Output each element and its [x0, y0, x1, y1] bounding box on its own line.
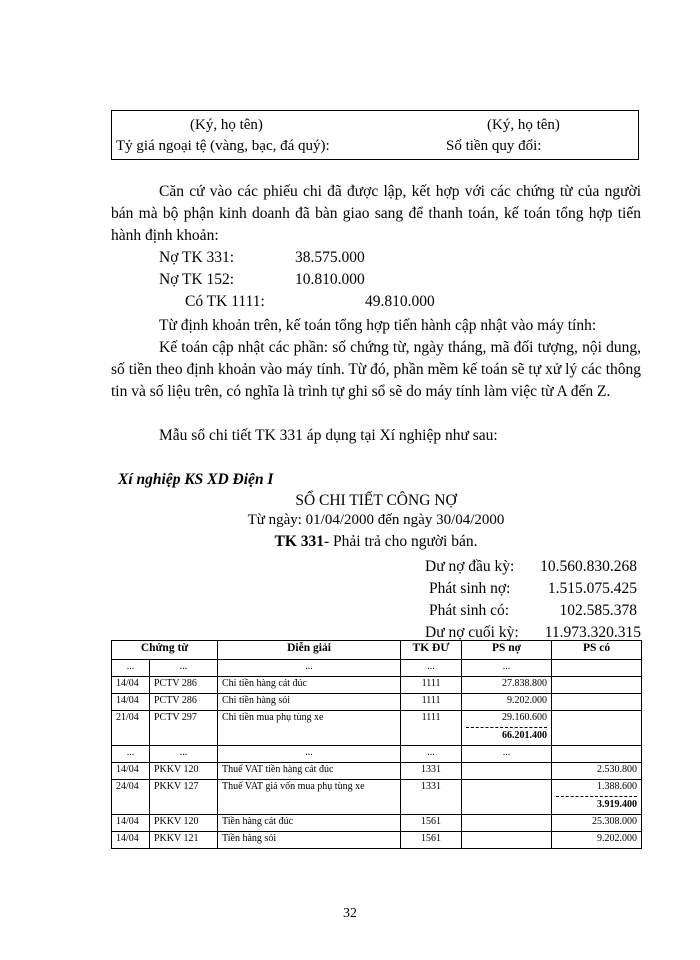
cell-credit: 2.530.800	[552, 763, 642, 780]
table-header-row	[112, 641, 642, 660]
sign-left-label: (Ký, họ tên)	[190, 117, 263, 133]
cell-ellipsis: ...	[401, 660, 462, 677]
paragraph-sample: Mẫu sổ chi tiết TK 331 áp dụng tại Xí nghiệp như sau:	[159, 427, 498, 444]
subtotal-credit: 3.919.400	[556, 796, 637, 810]
cell-date: 14/04	[112, 694, 150, 711]
table-row	[112, 694, 642, 711]
paragraph-vouchers: Căn cứ vào các phiếu chi đã được lập, kết hợp với các chứng từ của người bán mà bộ phận kinh doanh đã bàn giao sang để thanh toán, kế toán tổng hợp tiến hành định khoản:	[111, 183, 641, 244]
cell-debit	[462, 763, 552, 780]
cell-desc: Chi tiền hàng cát đúc	[218, 677, 401, 694]
summary-opening	[425, 556, 645, 578]
ledger-summary	[425, 556, 645, 644]
entry-credit-1111-amount: 49.810.000	[365, 293, 435, 310]
cell-date: 14/04	[112, 815, 150, 832]
summary-closing-label: Dư nợ cuối kỳ:	[425, 624, 519, 641]
cell-credit	[552, 677, 642, 694]
cell-ellipsis: ...	[218, 660, 401, 677]
summary-debit-label: Phát sinh nợ:	[429, 580, 511, 597]
table-row	[112, 815, 642, 832]
cell-ellipsis: ...	[218, 746, 401, 763]
summary-debit-value: 1.515.075.425	[547, 580, 637, 597]
paragraph-software: Kế toán cập nhật các phần: số chứng từ, ngày tháng, mã đối tượng, nội dung, số tiền theo định khoản vào máy tính. Từ đó, phần mềm kế toán sẽ tự xử lý các thông tin và số liệu trên, có nghĩa là trình tự ghi sổ sẽ do máy tính làm việc từ A đến Z.	[111, 339, 641, 400]
table-row-ellipsis	[112, 660, 642, 677]
summary-closing-value: 11.973.320.315	[544, 624, 641, 641]
cell-acct: 1561	[401, 832, 462, 849]
cell-ellipsis: ...	[112, 746, 150, 763]
converted-amount-label: Số tiền quy đổi:	[446, 138, 542, 154]
entry-debit-331-amount: 38.575.000	[295, 249, 365, 266]
cell-desc: Thuế VAT giá vốn mua phụ tùng xe	[218, 780, 401, 815]
ledger-title: SỔ CHI TIẾT CÔNG NỢ	[295, 492, 457, 509]
cell-doc: PKKV 120	[150, 815, 218, 832]
summary-opening-label: Dư nợ đầu kỳ:	[425, 558, 515, 575]
header-credit: PS có	[552, 641, 642, 660]
cell-doc: PCTV 297	[150, 711, 218, 746]
cell-credit: 25.308.000	[552, 815, 642, 832]
summary-credit-label: Phát sinh có:	[429, 602, 510, 619]
cell-ellipsis: ...	[112, 660, 150, 677]
account-code: TK 331	[274, 533, 325, 550]
entry-debit-152-label: Nợ TK 152:	[159, 271, 235, 288]
cell-debit	[462, 780, 552, 815]
cell-ellipsis: ...	[401, 746, 462, 763]
cell-date: 14/04	[112, 763, 150, 780]
cell-credit	[552, 711, 642, 746]
cell-acct: 1331	[401, 763, 462, 780]
sign-right-label: (Ký, họ tên)	[487, 117, 560, 133]
cell-ellipsis: ...	[150, 746, 218, 763]
summary-opening-value: 10.560.830.268	[540, 558, 637, 575]
table-row	[112, 780, 642, 815]
cell-doc: PKKV 120	[150, 763, 218, 780]
paragraph-update: Từ định khoản trên, kế toán tổng hợp tiến hành cập nhật vào máy tính:	[159, 317, 597, 334]
cell-debit: 27.838.800	[462, 677, 552, 694]
exchange-rate-label: Tỷ giá ngoại tệ (vàng, bạc, đá quý):	[116, 138, 330, 154]
cell-credit: 9.202.000	[552, 832, 642, 849]
cell-credit-value: 1.388.600	[597, 781, 638, 792]
cell-desc: Tiền hàng sỏi	[218, 832, 401, 849]
cell-empty	[552, 746, 642, 763]
summary-debit	[425, 578, 645, 600]
entry-debit-152-amount: 10.810.000	[295, 271, 365, 288]
cell-acct: 1111	[401, 711, 462, 746]
cell-acct: 1561	[401, 815, 462, 832]
account-name: - Phải trả cho người bán.	[324, 533, 478, 550]
cell-ellipsis: ...	[462, 746, 552, 763]
cell-ellipsis: ...	[150, 660, 218, 677]
entry-debit-331-label: Nợ TK 331:	[159, 249, 235, 266]
cell-date: 21/04	[112, 711, 150, 746]
cell-empty	[552, 660, 642, 677]
cell-desc: Chi tiền hàng sỏi	[218, 694, 401, 711]
cell-debit	[462, 832, 552, 849]
header-debit: PS nợ	[462, 641, 552, 660]
table-row	[112, 677, 642, 694]
cell-credit	[552, 780, 642, 815]
cell-doc: PKKV 127	[150, 780, 218, 815]
cell-date: 24/04	[112, 780, 150, 815]
entry-credit-1111-label: Có TK 1111:	[185, 293, 265, 310]
cell-doc: PCTV 286	[150, 694, 218, 711]
table-row	[112, 763, 642, 780]
cell-desc: Chi tiền mua phụ tùng xe	[218, 711, 401, 746]
cell-acct: 1111	[401, 677, 462, 694]
cell-doc: PKKV 121	[150, 832, 218, 849]
cell-debit	[462, 815, 552, 832]
signature-box	[111, 110, 639, 160]
cell-debit	[462, 711, 552, 746]
table-row	[112, 832, 642, 849]
subtotal-debit: 66.201.400	[466, 727, 547, 741]
cell-debit: 9.202.000	[462, 694, 552, 711]
cell-date: 14/04	[112, 677, 150, 694]
ledger-table	[111, 640, 642, 849]
header-description: Diễn giải	[218, 641, 401, 660]
ledger-account	[111, 533, 641, 551]
table-row-ellipsis	[112, 746, 642, 763]
ledger-period: Từ ngày: 01/04/2000 đến ngày 30/04/2000	[247, 512, 505, 528]
page-number: 32	[343, 906, 357, 921]
cell-acct: 1111	[401, 694, 462, 711]
cell-credit	[552, 694, 642, 711]
header-contra-account: TK ĐƯ	[401, 641, 462, 660]
cell-ellipsis: ...	[462, 660, 552, 677]
cell-desc: Thuế VAT tiền hàng cát đúc	[218, 763, 401, 780]
cell-doc: PCTV 286	[150, 677, 218, 694]
summary-credit-value: 102.585.378	[559, 602, 637, 619]
cell-desc: Tiền hàng cát đúc	[218, 815, 401, 832]
cell-acct: 1331	[401, 780, 462, 815]
cell-debit-value: 29.160.600	[502, 712, 548, 723]
summary-credit	[425, 600, 645, 622]
cell-date: 14/04	[112, 832, 150, 849]
header-voucher: Chứng từ	[112, 641, 218, 660]
company-name: Xí nghiệp KS XD Điện I	[118, 471, 274, 488]
table-row	[112, 711, 642, 746]
